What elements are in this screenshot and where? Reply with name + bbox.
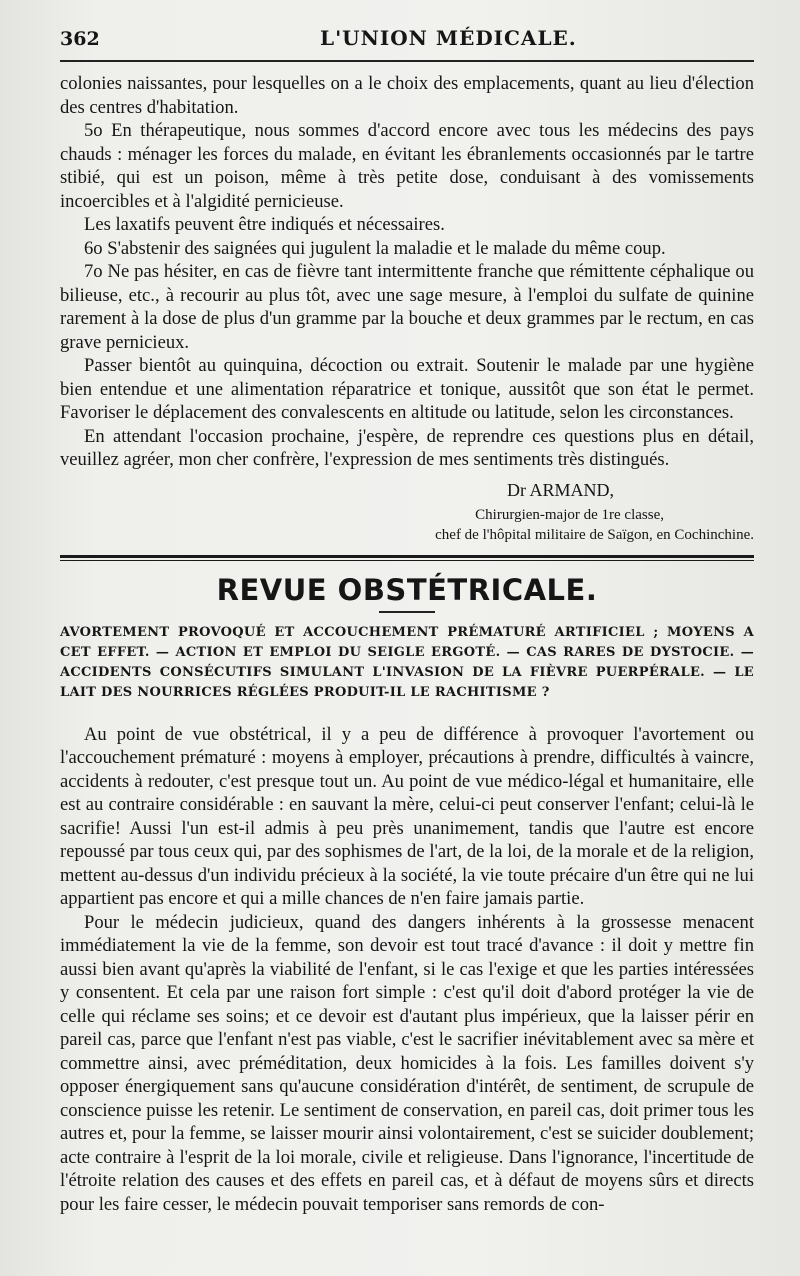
paragraph: En attendant l'occasion prochaine, j'espère, de reprendre ces questions plus en détail, veuillez agréer, mon cher confrère, l'expression de mes sentiments très distingués. <box>60 425 754 470</box>
section-divider <box>60 555 754 561</box>
signature-titles <box>60 505 754 545</box>
signature-name: Dr ARMAND, <box>506 479 614 500</box>
title-underline <box>379 611 435 613</box>
paragraph: 5o En thérapeutique, nous sommes d'accord encore avec tous les médecins des pays chauds : ménager les forces du malade, en évitant les ébranlements occasionnés par le tartre stibié, qui est un poison, même à très petite dose, conduisant à des vomissements incoercibles et à l'algidité pernicieuse. <box>60 120 754 212</box>
signature-post: chef de l'hôpital militaire de Saïgon, en Cochinchine. <box>435 526 754 543</box>
paragraph: Au point de vue obstétrical, il y a peu de différence à provoquer l'avortement ou l'accouchement prématuré : moyens à employer, précautions à prendre, difficultés à vaincre, accidents à redouter, c'est presque tout un. Au point de vue médico-légal et humanitaire, elle est au contraire considérable : en sauvant la mère, celui-ci peut conserver l'enfant; celui-là le sacrifie! Aussi l'un est-il admis à peu près unanimement, tandis que l'autre est encore repoussé par tous ceux qui, par des sophismes de l'art, de la loi, de la morale et de la religion, mettent au-dessus d'un individu précieux à la société, la vie toute précaire d'un être qui ne lui appartient pas encore et qui a mille chances de n'en faire jamais partie. <box>60 723 754 909</box>
signature-rank: Chirurgien-major de 1re classe, <box>475 506 664 523</box>
paragraph: 6o S'abstenir des saignées qui jugulent la maladie et le malade du même coup. <box>84 237 666 259</box>
paragraph: 7o Ne pas hésiter, en cas de fièvre tant intermittente franche que rémittente céphalique ou bilieuse, etc., à recourir au plus tôt, avec une sage mesure, à l'emploi du sulfate de quinine rarement à la dose de plus d'un gramme par la bouche et deux grammes par le rectum, en cas grave pernicieux. <box>60 261 754 353</box>
paragraph: Passer bientôt au quinquina, décoction ou extrait. Soutenir le malade par une hygiène bien entendue et une alimentation réparatrice et tonique, aussitôt que son état le permet. Favoriser le déplacement des convalescents en altitude ou latitude, selon les circonstances. <box>60 355 754 423</box>
page-header <box>60 26 754 62</box>
paragraph: colonies naissantes, pour lesquelles on a le choix des emplacements, quant au lieu d'élection des centres d'habitation. <box>60 73 754 118</box>
letter-conclusion <box>60 72 754 472</box>
section-title: REVUE OBSTÉTRICALE. <box>216 572 598 607</box>
article-body <box>60 723 754 1217</box>
page-number: 362 <box>60 28 100 50</box>
running-title: L'UNION MÉDICALE. <box>320 26 577 50</box>
section-summary: AVORTEMENT PROVOQUÉ ET ACCOUCHEMENT PRÉMATURÉ ARTIFICIEL ; MOYENS A CET EFFET. — ACTION ET EMPLOI DU SEIGLE ERGOTÉ. — CAS RARES DE DYSTOCIE. — ACCIDENTS CONSÉCUTIFS SIMULANT L'INVASION DE LA FIÈVRE PUERPÉRALE. — LE LAIT DES NOURRICES RÉGLÉES PRODUIT-IL LE RACHITISME ? <box>60 624 754 700</box>
paragraph: Pour le médecin judicieux, quand des dangers inhérents à la grossesse menacent immédiatement la vie de la femme, son devoir est tout tracé d'avance : il doit y mettre fin aussi bien avant qu'après la viabilité de l'enfant, si le cas l'exige et que les parties intéressées y consentent. Et cela par une raison fort simple : c'est qu'il doit d'abord protéger la vie de celle qui réclame ses soins; et ce devoir est d'autant plus impérieux, que la laisser périr en pareil cas, parce que l'enfant n'est pas viable, c'est le sacrifier inévitablement avec sa mère et commettre ainsi, avec préméditation, deux homicides à la fois. Les familles doivent s'y opposer énergiquement sans qu'aucune considération d'intérêt, de sentiment, de scrupule de conscience puisse les retenir. Le sentiment de conservation, en pareil cas, doit primer tous les autres et, pour la femme, se laisser mourir ainsi volontairement, c'est se suicider doublement; acte contraire à l'esprit de la loi morale, civile et religieuse. Dans l'ignorance, l'incertitude de l'étroite relation des causes et des effets en pareil cas, et à défaut de moyens sûrs et directs pour les faire cesser, le médecin pouvait temporiser sans remords de con- <box>60 911 754 1215</box>
paragraph: Les laxatifs peuvent être indiqués et nécessaires. <box>84 214 445 235</box>
